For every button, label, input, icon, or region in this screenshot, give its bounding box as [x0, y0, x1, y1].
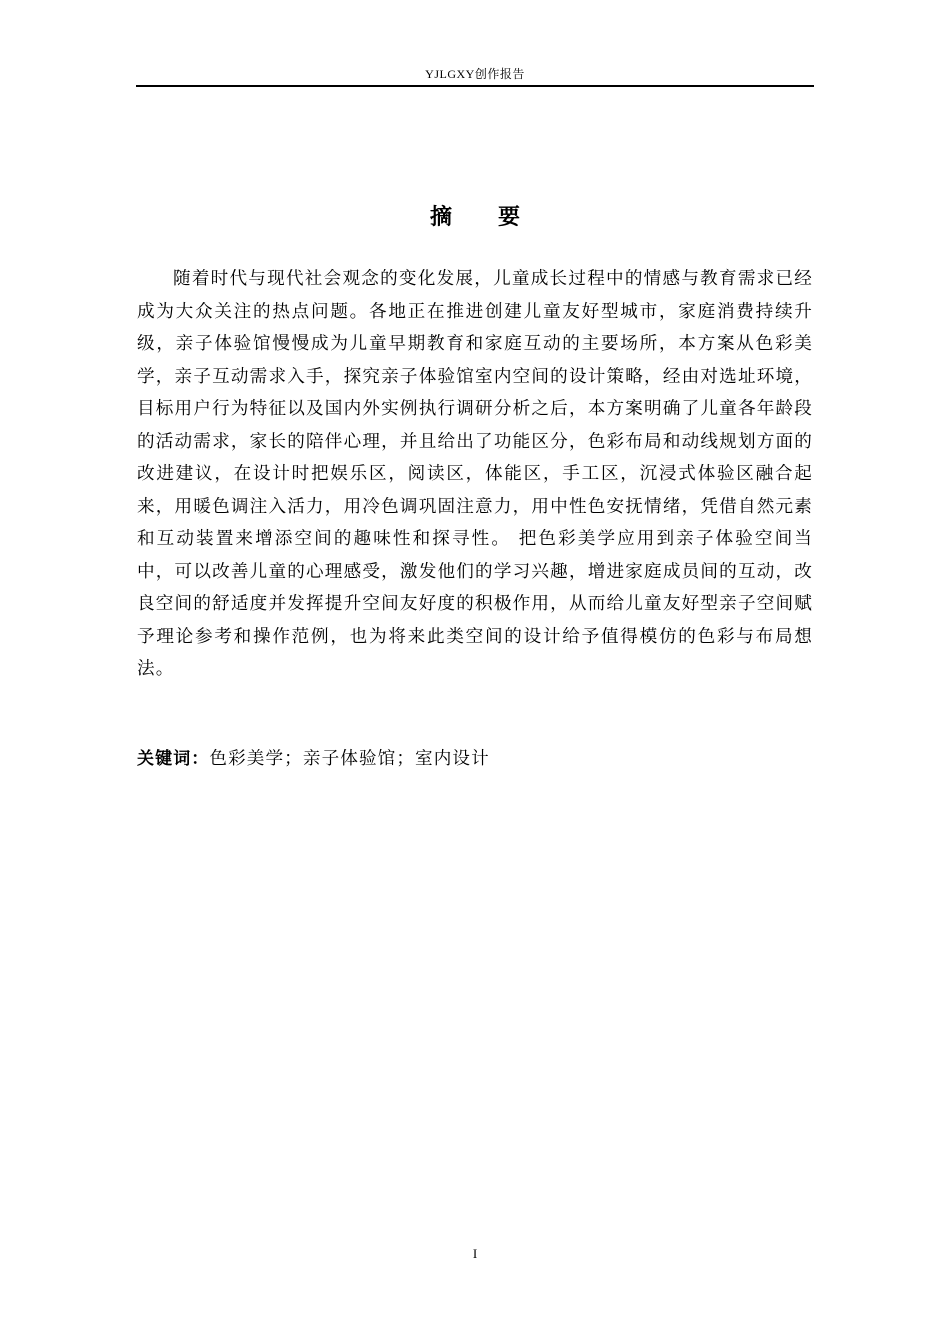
header-rule: [136, 85, 814, 87]
keywords-value: 色彩美学；亲子体验馆；室内设计: [209, 749, 490, 769]
keywords-label: 关键词：: [137, 749, 210, 769]
abstract-body: 随着时代与现代社会观念的变化发展，儿童成长过程中的情感与教育需求已经成为大众关注的热点问题。各地正在推进创建儿童友好型城市，家庭消费持续升级，亲子体验馆慢慢成为儿童早期教育和家庭互动的主要场所，本方案从色彩美学，亲子互动需求入手，探究亲子体验馆室内空间的设计策略，经由对选址环境，目标用户行为特征以及国内外实例执行调研分析之后，本方案明确了儿童各年龄段的活动需求，家长的陪伴心理，并且给出了功能区分，色彩布局和动线规划方面的改进建议，在设计时把娱乐区，阅读区，体能区，手工区，沉浸式体验区融合起来，用暖色调注入活力，用冷色调巩固注意力，用中性色安抚情绪，凭借自然元素和互动装置来增添空间的趣味性和探寻性。 把色彩美学应用到亲子体验空间当中，可以改善儿童的心理感受，激发他们的学习兴趣，增进家庭成员间的互动，改良空间的舒适度并发挥提升空间友好度的积极作用，从而给儿童友好型亲子空间赋予理论参考和操作范例，也为将来此类空间的设计给予值得模仿的色彩与布局想法。: [137, 269, 813, 679]
keywords-line: [137, 744, 490, 774]
running-header: YJLGXY创作报告: [425, 67, 525, 81]
abstract-title-char-1: 摘: [429, 205, 452, 230]
abstract-title-char-2: 要: [498, 205, 521, 230]
abstract-title: [0, 203, 950, 233]
page-number: I: [472, 1246, 478, 1261]
